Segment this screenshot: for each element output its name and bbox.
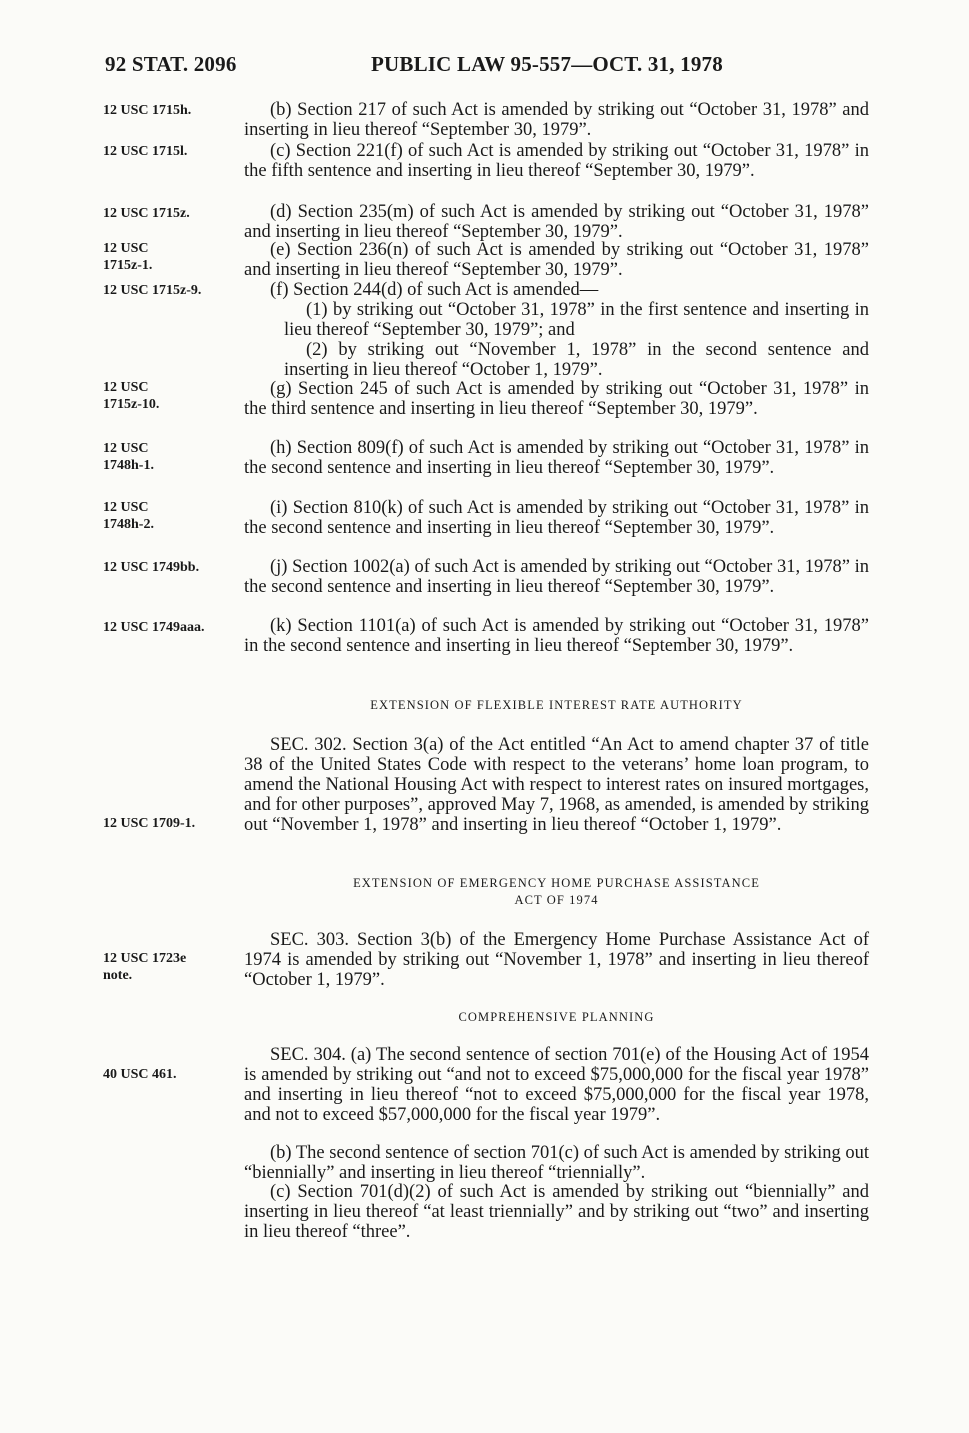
margin-note-1715z: 12 USC 1715z. [103,206,190,221]
section-304-b: (b) The second sentence of section 701(c) of such Act is amended by striking out “biennially” and inserting in lieu thereof “triennially”. [244,1143,869,1183]
public-law-title: PUBLIC LAW 95-557—OCT. 31, 1978 [371,52,723,76]
paragraph-h: (h) Section 809(f) of such Act is amended by striking out “October 31, 1978” in the second sentence and inserting in lieu thereof “September 30, 1979”. [244,438,869,478]
margin-note-1749aaa: 12 USC 1749aaa. [103,620,205,635]
section-302: SEC. 302. Section 3(a) of the Act entitled “An Act to amend chapter 37 of title 38 of the United States Code with respect to the veterans’ home loan program, to amend the National Housing Act with respect to interest rates on insured mortgages, and for other purposes”, approved May 7, 1968, as amended, is amended by striking out “November 1, 1978” and inserting in lieu thereof “October 1, 1979”. [244,735,869,835]
paragraph-e: (e) Section 236(n) of such Act is amended by striking out “October 31, 1978” and inserting in lieu thereof “September 30, 1979”. [244,240,869,280]
margin-note-1715l: 12 USC 1715l. [103,144,188,159]
paragraph-j: (j) Section 1002(a) of such Act is amended by striking out “October 31, 1978” in the second sentence and inserting in lieu thereof “September 30, 1979”. [244,557,869,597]
margin-note-1715z-9: 12 USC 1715z-9. [103,283,202,298]
section-303: SEC. 303. Section 3(b) of the Emergency Home Purchase Assistance Act of 1974 is amended by striking out “November 1, 1978” and inserting in lieu thereof “October 1, 1979”. [244,930,869,990]
section-304-c: (c) Section 701(d)(2) of such Act is amended by striking out “biennially” and inserting in lieu thereof “at least triennially” and by striking out “two” and inserting in lieu thereof “three”. [244,1182,869,1242]
heading-emergency-home-purchase: EXTENSION OF EMERGENCY HOME PURCHASE ASSISTANCE [353,876,760,890]
paragraph-c: (c) Section 221(f) of such Act is amended by striking out “October 31, 1978” in the fifth sentence and inserting in lieu thereof “September 30, 1979”. [244,141,869,181]
paragraph-f-2: (2) by striking out “November 1, 1978” in the second sentence and inserting in lieu thereof “October 1, 1979”. [284,340,869,380]
paragraph-f: (f) Section 244(d) of such Act is amended— [270,280,599,300]
paragraph-f-1: (1) by striking out “October 31, 1978” in the first sentence and inserting in lieu thereof “September 30, 1979”; and [284,300,869,340]
margin-note-1715z-1: 12 USC 1715z-1. [103,241,153,273]
margin-note-1749bb: 12 USC 1749bb. [103,560,200,575]
paragraph-g: (g) Section 245 of such Act is amended by striking out “October 31, 1978” in the third sentence and inserting in lieu thereof “September 30, 1979”. [244,379,869,419]
margin-note-1748h-2: 12 USC 1748h-2. [103,500,154,532]
paragraph-b: (b) Section 217 of such Act is amended by striking out “October 31, 1978” and inserting in lieu thereof “September 30, 1979”. [244,100,869,140]
heading-flexible-interest-rate: EXTENSION OF FLEXIBLE INTEREST RATE AUTHORITY [370,698,743,712]
statute-page-number: 92 STAT. 2096 [105,52,237,76]
paragraph-k: (k) Section 1101(a) of such Act is amended by striking out “October 31, 1978” in the second sentence and inserting in lieu thereof “September 30, 1979”. [244,616,869,656]
margin-note-1715z-10: 12 USC 1715z-10. [103,380,160,412]
section-304-a: SEC. 304. (a) The second sentence of section 701(e) of the Housing Act of 1954 is amended by striking out “and not to exceed $75,000,000 for the fiscal year 1978” and inserting in lieu thereof “not to exceed $75,000,000 for the fiscal year 1978, and not to exceed $57,000,000 for the fiscal year 1979”. [244,1045,869,1125]
paragraph-d: (d) Section 235(m) of such Act is amended by striking out “October 31, 1978” and inserting in lieu thereof “September 30, 1979”. [244,202,869,242]
margin-note-1709-1: 12 USC 1709-1. [103,816,196,831]
paragraph-i: (i) Section 810(k) of such Act is amended by striking out “October 31, 1978” in the second sentence and inserting in lieu thereof “September 30, 1979”. [244,498,869,538]
margin-note-40usc461: 40 USC 461. [103,1067,177,1082]
heading-comprehensive-planning: COMPREHENSIVE PLANNING [458,1010,655,1024]
margin-note-1748h-1: 12 USC 1748h-1. [103,441,154,473]
margin-note-1715h: 12 USC 1715h. [103,103,192,118]
heading-act-of-1974: ACT OF 1974 [514,893,599,907]
margin-note-1723e: 12 USC 1723e note. [103,951,187,983]
